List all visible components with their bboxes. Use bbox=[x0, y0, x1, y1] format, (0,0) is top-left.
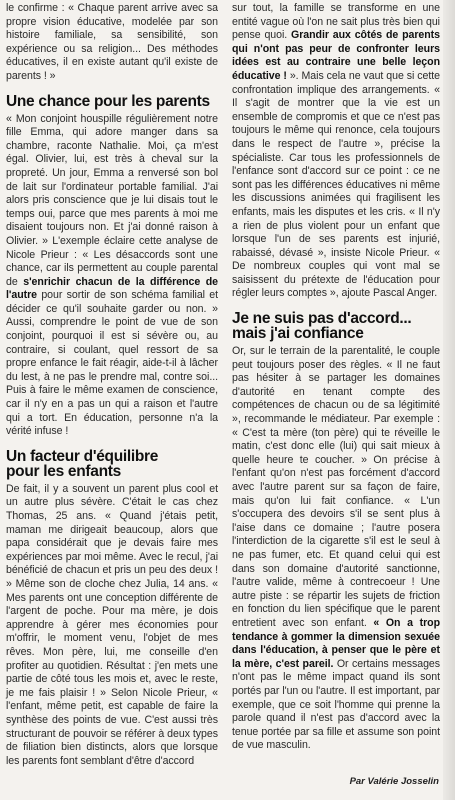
equilibre-paragraph: De fait, il y a souvent un parent plus cool et un autre plus sévère. C'était le cas chez Thomas, 25 ans. « Quand j'étais petit, maman me dirigeait beaucoup, alors que papa considérait que je devais faire mes expériences par moi même. Avec le recul, j'ai bénéficié de chacun et pris un peu des deux ! » Même son de cloche chez Julia, 14 ans. « Mes parents ont une conception différente de l'argent de poche. Pour ma mère, je dois apprendre à gérer mes économies pour m'offrir, le moment venu, l'objet de mes rêves. Mon père, lui, me conseille d'en profiter au quotidien. Résultat : j'en mets une partie de côté tous les mois et, avec le reste, je me fais plaisir ! » Selon Nicole Prieur, « l'enfant, même petit, est capable de faire la synthèse des points de vue. C'est aussi très structurant de pouvoir se référer à deux types de filiation bien distincts, alors que lorsque les parents font semblant d'être d'accord bbox=[6, 482, 218, 767]
author-signature: Par Valérie Josselin bbox=[349, 776, 439, 787]
section-heading-chance: Une chance pour les parents bbox=[6, 92, 210, 110]
intro-paragraph: le confirme : « Chaque parent arrive avec sa propre vision éducative, modelée par son histoire familiale, sa sensibilité, son expérience ou sa religion... Des méthodes éducatives, il en existe autant qu'il existe de parents ! » bbox=[6, 2, 218, 82]
section-heading-confiance: Je ne suis pas d'accord... mais j'ai confiance bbox=[232, 310, 412, 343]
page-edge-shadow bbox=[443, 0, 455, 800]
left-column bbox=[6, 2, 218, 768]
confiance-paragraph: Or, sur le terrain de la parentalité, le couple peut toujours poser des règles. « Il ne faut pas hésiter à se partager les domaines d'autorité en tenant compte des compétences de chacun ou de sa légitimité », recommande le médiateur. Par exemple : « C'est ta mère (ton père) qui te réveille le matin, c'est donc elle (lui) qui sait mieux à quelle heure te coucher. » On précise à l'enfant qu'on n'est pas forcément d'accord avec l'autre parent sur sa façon de faire, mais qu'on lui fait confiance. « L'un s'occupera des devoirs s'il se sent plus à l'aise dans ce domaine ; l'autre posera l'interdiction de la cigarette s'il est le seul à ne pas fumer, etc. Et quand celui qui est dans son domaine d'autorité sanctionne, l'autre valide, même à contrecoeur ! Une autre piste : se répartir les sujets de friction en fonction du lien spécifique que le parent entretient avec son enfant. « On a trop tendance à gommer la dimension sexuée dans l'éducation, à penser que le père et la mère, c'est pareil. Or certains messages n'ont pas le même impact quand ils sont portés par l'un ou l'autre. Il est important, par exemple, que ce soit l'homme qui prenne la parole quand il n'est pas d'accord avec la tenue portée par sa fille et assume son point de vue masculin. bbox=[232, 345, 440, 752]
right-column bbox=[232, 2, 440, 753]
continuation-paragraph: sur tout, la famille se transforme en une entité vague où l'on ne sait plus très bien qui pense quoi. Grandir aux côtés de parents qui n'ont pas peur de confronter leurs idées est au contraire une belle leçon éducative ! ». Mais cela ne vaut que si cette confrontation implique des arrangements. « Il s'agit de montrer que la vie est un ensemble de compromis et que ce n'est pas toujours le même qui renonce, cela toujours dans le respect de l'autre », précise la spécialiste. Car tous les professionnels de l'enfance sont d'accord sur ce point : ce ne sont pas les différences éducatives ni même les discussions animées qui fragilisent les enfants, mais les disputes et les cris. « Il n'y a rien de plus violent pour un enfant que lorsque l'un de ses parents est injurié, rabaissé, dévasé », insiste Nicole Prieur. « De nombreux couples qui vont mal se saisissent du prétexte de l'éducation pour régler leurs comptes », ajoute Pascal Anger. bbox=[232, 2, 440, 300]
continuation-emphasis: Grandir aux côtés de parents qui n'ont pas peur de confronter leurs idées est au contraire une belle leçon éducative ! bbox=[232, 29, 440, 82]
chance-paragraph: « Mon conjoint houspille régulièrement notre fille Emma, qui adore manger dans sa chambre, raconte Nathalie. Moi, ça m'est égal. Olivier, lui, est très à cheval sur la propreté. Un jour, Emma a renversé son bol de lait sur l'ordinateur portable familial. J'ai alors pris conscience que je lui disais tout le temps oui, parce que mes parents à moi me disaient toujours non. Et j'ai donné raison à Olivier. » L'exemple éclaire cette analyse de Nicole Prieur : « Les désaccords sont une chance, car ils permettent au couple parental de s'enrichir chacun de la différence de l'autre pour sortir de son schéma familial et décider ce qu'il souhaite garder ou non. » Aussi, comprendre le point de vue de son conjoint, pourquoi il est si sévère ou, au contraire, si coulant, quel ressort de sa propre enfance le fait réagir, aide-t-il à lâcher du lest, à ne pas le prendre mal, contre soi... Puis à faire le même examen de conscience, car il n'y en a pas un qui a raison et l'autre qui a tort. En éducation, personne n'a la vérité infuse ! bbox=[6, 112, 218, 438]
confiance-emphasis: « On a trop tendance à gommer la dimension sexuée dans l'éducation, à penser que le père et la mère, c'est pareil. bbox=[232, 616, 440, 670]
chance-emphasis: s'enrichir chacun de la différence de l'autre bbox=[6, 275, 218, 302]
section-heading-equilibre: Un facteur d'équilibre pour les enfants bbox=[6, 447, 159, 480]
